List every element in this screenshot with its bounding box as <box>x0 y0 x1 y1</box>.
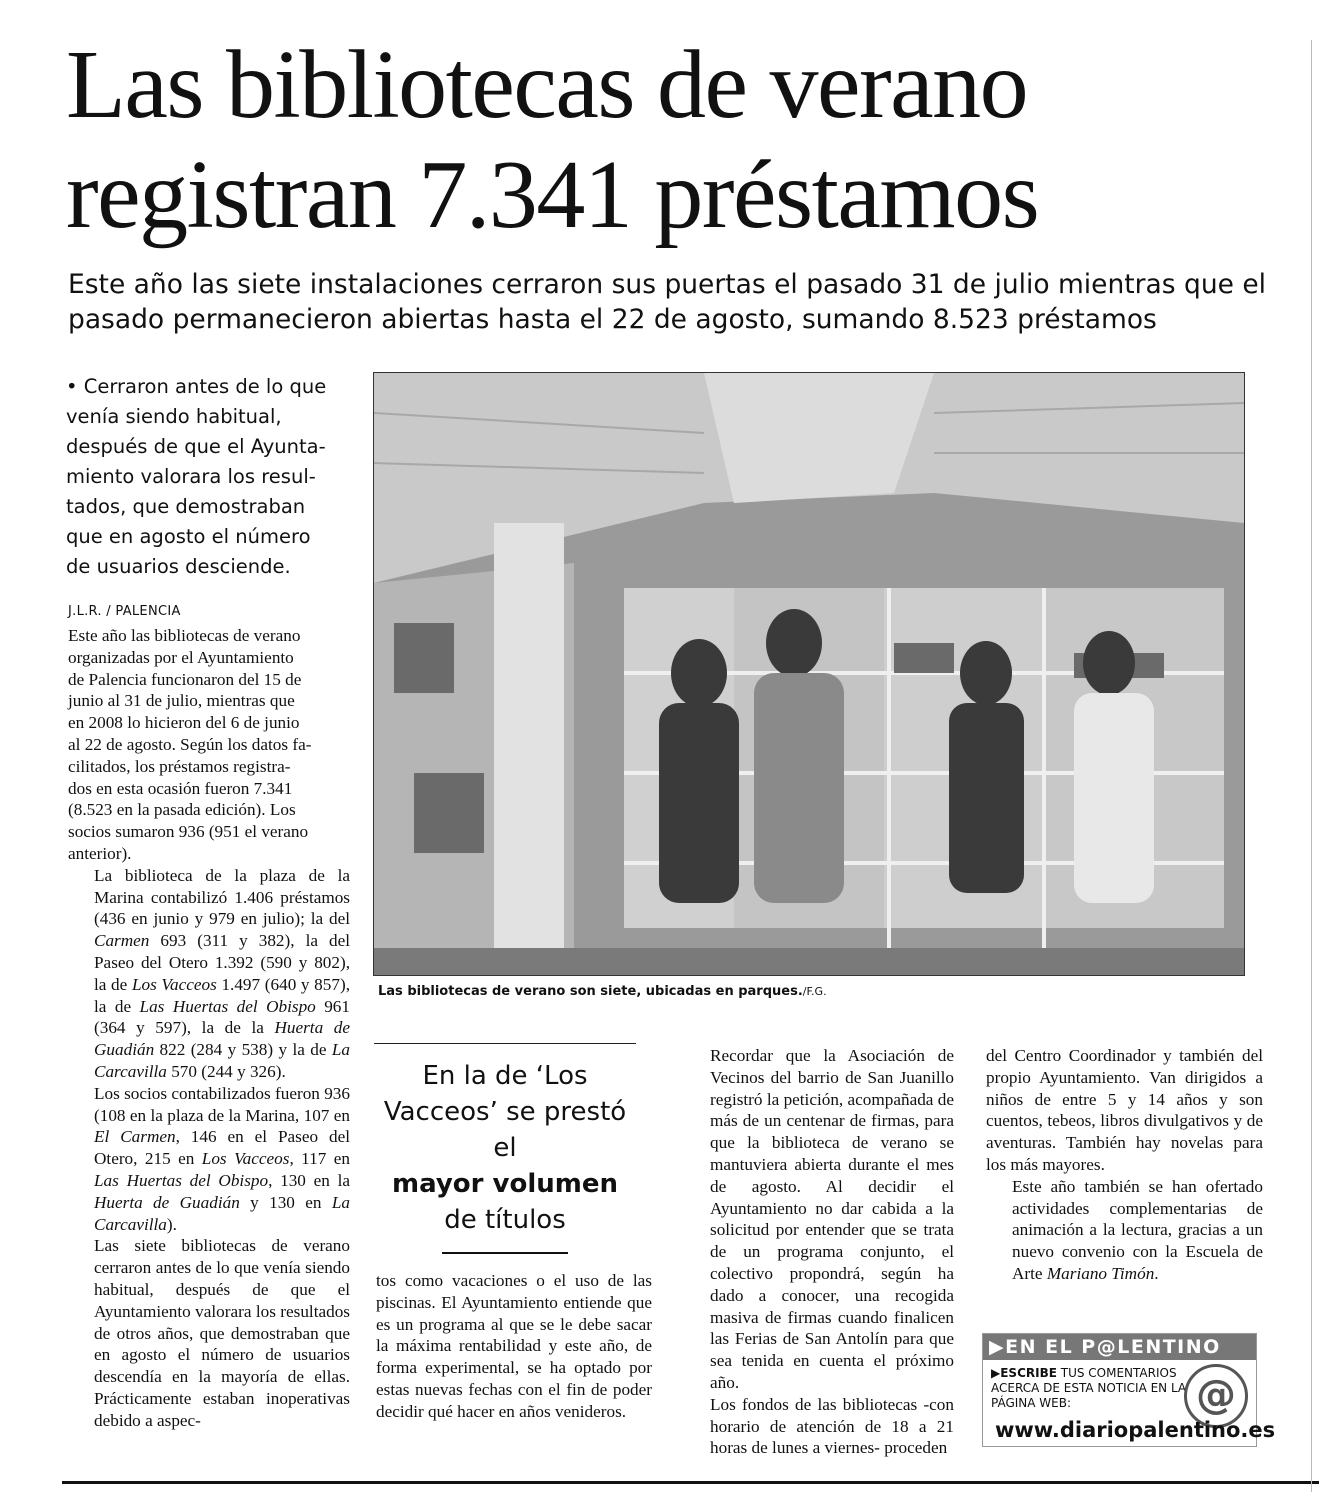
pull-quote-line: de títulos <box>444 1205 566 1235</box>
place-name: Los Vacceos <box>131 974 217 994</box>
body-paragraph: tos como vacaciones o el uso de las piscinas. El Ayuntamiento entiende que es un programa al que se le debe sacar la máxima rentabilidad y este año, de forma experimental, se ha optado por estas nuevas fechas con el fin de poder decidir qué hacer en años venideros. <box>376 1271 652 1421</box>
headline <box>66 30 1266 250</box>
text: 1.497 (640 y 857), la de <box>94 974 350 1016</box>
body-line: dos en esta ocasión fueron 7.341 <box>68 778 293 798</box>
summary-line: que en agosto el número <box>66 525 311 548</box>
place-name: Huerta de Guadián <box>94 1192 240 1212</box>
text: ). <box>166 1214 177 1234</box>
article-column-1 <box>68 625 350 1431</box>
article-column-3 <box>684 1045 954 1459</box>
place-name: Carmen <box>94 931 150 951</box>
text: Los socios contabilizados fueron 936 (108 en la plaza de la Marina, 107 en <box>94 1083 350 1125</box>
article-column-2 <box>376 1270 652 1423</box>
photo-credit: /F.G. <box>802 985 827 998</box>
text: La biblioteca de la plaza de la Marina contabilizó 1.406 préstamos (436 en junio y 979 en julio); la del <box>94 865 350 929</box>
at-sign-icon: @ <box>1184 1364 1248 1428</box>
text: 822 (284 y 538) y la de <box>154 1040 332 1060</box>
text: 693 (311 y 382), la del Paseo del Otero 1.392 (590 y 802), la de <box>94 931 350 994</box>
summary-line: tados, que demostraban <box>66 495 306 518</box>
photo-illustration <box>374 373 1244 975</box>
body-line: junio al 31 de julio, mientras que <box>68 691 295 711</box>
text: y 130 en <box>239 1192 332 1212</box>
subheadline-line-1: Este año las siete instalaciones cerraron sus puertas el pasado 31 de julio mientras que el <box>68 269 1267 300</box>
promo-write-label: ▶ESCRIBE <box>991 1366 1057 1380</box>
body-line: (8.523 en la pasada edición). Los <box>68 800 296 820</box>
place-name: La Carcavilla <box>94 1192 350 1234</box>
article-column-4 <box>986 1045 1263 1285</box>
body-line: socios sumaron 936 (951 el verano <box>68 822 309 842</box>
byline-author: J.L.R. <box>68 604 102 619</box>
text: , 117 en <box>289 1149 350 1169</box>
summary-line: • Cerraron antes de lo que <box>66 375 327 398</box>
place-name: El Carmen <box>94 1127 176 1147</box>
subheadline-line-2: pasado permanecieron abiertas hasta el 22 de agosto, sumando 8.523 préstamos <box>68 304 1157 335</box>
text: . <box>1154 1263 1159 1283</box>
place-name: Las Huertas del Obispo <box>94 1170 269 1190</box>
body-paragraph <box>68 865 350 1083</box>
pull-quote-line <box>374 1130 636 1202</box>
body-paragraph <box>986 1176 1263 1285</box>
body-paragraph: Recordar que la Asociación de Vecinos del barrio de San Juanillo registró la petición, acompañada de más de un centenar de firmas, para que la biblioteca de verano se mantuviera abierta durante el mes de agosto. Al decidir el Ayuntamiento no dar cabida a la solicitud por entender que se trata de un programa conjunto, el colectivo propondrá, según ha dado a conocer, una recogida masiva de firmas cuando finalicen las Ferias de San Antolín para que sea tenida en cuenta el próximo año. <box>710 1046 954 1392</box>
text: 961 (364 y 597), la de la <box>94 996 350 1038</box>
body-line: cilitados, los préstamos registra- <box>68 756 291 776</box>
pull-quote-text <box>374 1058 636 1238</box>
body-line: organizadas por el Ayuntamiento <box>68 647 294 667</box>
promo-description: TUS COMENTARIOS ACERCA DE ESTA NOTICIA EN LA PÁGINA WEB: <box>991 1366 1187 1410</box>
body-line: en 2008 lo hicieron del 6 de junio <box>68 713 300 733</box>
pull-quote <box>374 1043 636 1254</box>
pull-quote-line: En la de ‘Los <box>422 1061 588 1091</box>
summary-line: miento valorara los resul- <box>66 465 316 488</box>
body-paragraph: Las siete bibliotecas de verano cerraron antes de lo que venía siendo habitual, después de que el Ayuntamiento valorara los resultados de otros años, que demostraban que en agosto el número de usuarios descendía en la mayoría de ellas. Prácticamente estaban inoperativas debido a aspec- <box>94 1236 350 1430</box>
subheadline <box>68 267 1268 337</box>
headline-line-2: registran 7.341 préstamos <box>66 141 1039 249</box>
headline-line-1: Las bibliotecas de verano <box>66 31 1028 139</box>
body-paragraph: Los fondos de las bibliotecas -con horario de atención de 18 a 21 horas de lunes a viernes- proceden <box>710 1394 954 1458</box>
text: , 130 en la <box>268 1170 350 1190</box>
summary-line: después de que el Ayunta- <box>66 435 326 458</box>
place-name: La Carcavilla <box>94 1040 350 1081</box>
body-line: anterior). <box>68 843 132 863</box>
pull-quote-rule <box>442 1252 568 1254</box>
body-paragraph <box>68 1083 350 1236</box>
summary-box <box>66 372 356 582</box>
page-edge-rule <box>1311 40 1312 1492</box>
emphasis: mayor volumen <box>392 1169 618 1199</box>
byline-location: / PALENCIA <box>106 604 181 619</box>
place-name: Las Huertas del Obispo <box>139 996 316 1016</box>
text: , 146 en el Paseo del Otero, 215 en <box>94 1127 350 1169</box>
caption-text: Las bibliotecas de verano son siete, ubicadas en parques. <box>378 984 803 999</box>
promo-header: ▶EN EL P@LENTINO <box>983 1334 1256 1360</box>
school-name: Mariano Timón <box>1046 1263 1155 1283</box>
place-name: Los Vacceos <box>201 1149 290 1169</box>
photo-caption <box>378 984 1238 999</box>
promo-url-link[interactable]: www.diariopalentino.es <box>995 1418 1276 1442</box>
text: el <box>493 1133 517 1163</box>
place-name: Huerta de Guadián <box>94 1018 350 1060</box>
promo-text <box>991 1366 1191 1411</box>
body-line: al 22 de agosto. Según los datos fa- <box>68 734 312 754</box>
body-line: Este año las bibliotecas de verano <box>68 626 301 645</box>
text: Este año también se han ofertado actividades complementarias de animación a la lectura, gracias a un nuevo convenio con la Escuela de Arte <box>1012 1176 1263 1283</box>
pull-quote-line: Vacceos’ se prestó <box>383 1097 627 1127</box>
web-promo-box[interactable] <box>982 1333 1276 1447</box>
byline <box>68 604 358 619</box>
library-photo <box>373 372 1245 976</box>
body-paragraph: del Centro Coordinador y también del propio Ayuntamiento. Van dirigidos a niños de entre 5 y 14 años y son cuentos, tebeos, libros divulgativos y de aventuras. También hay novelas para los más mayores. <box>986 1046 1263 1174</box>
text: 570 (244 y 326). <box>166 1061 286 1081</box>
summary-line: venía siendo habitual, <box>66 405 282 428</box>
body-line: de Palencia funcionaron del 15 de <box>68 669 302 689</box>
summary-line: de usuarios desciende. <box>66 555 291 578</box>
bottom-rule <box>62 1481 1319 1484</box>
